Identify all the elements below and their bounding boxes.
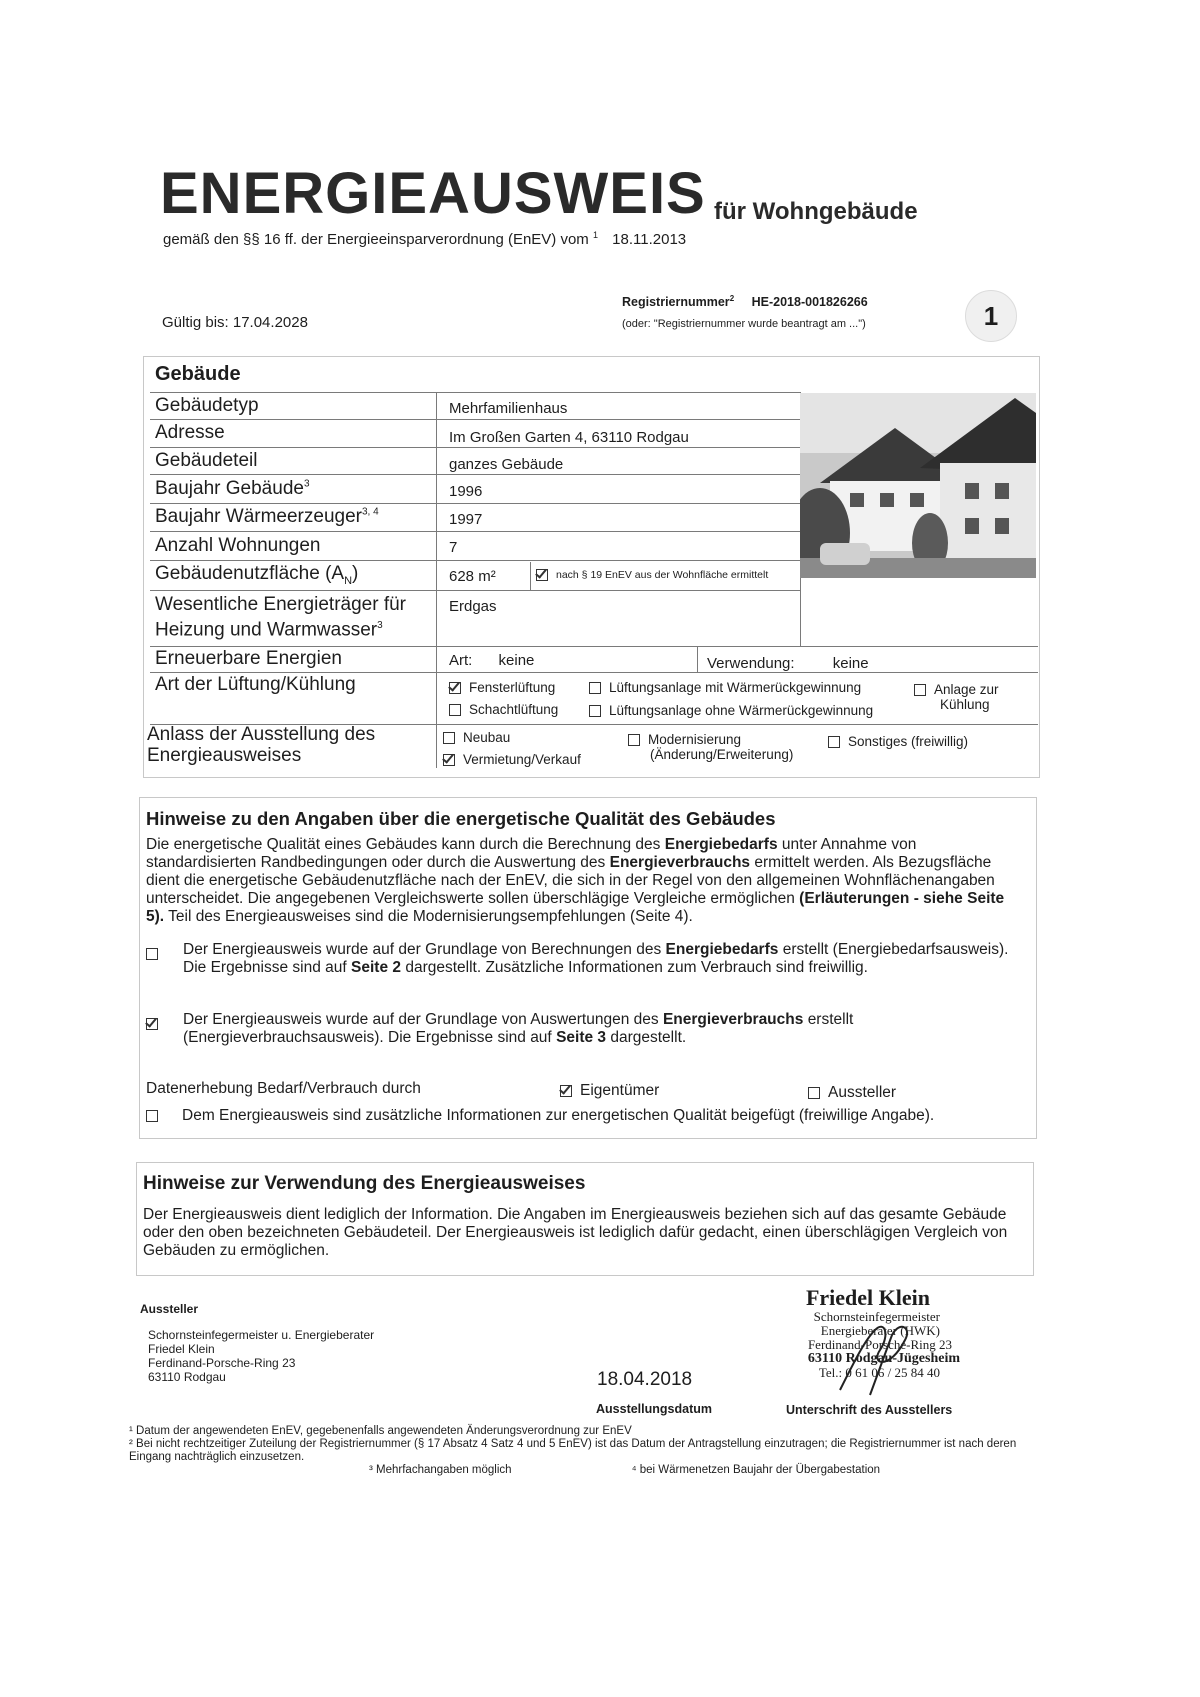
collection-issuer xyxy=(808,1084,896,1102)
footnote-ref-1: 1 xyxy=(592,230,598,240)
building-photo-image xyxy=(800,393,1036,578)
occasion-modernization-checkbox[interactable] xyxy=(628,734,640,746)
issuer-line-2: Friedel Klein xyxy=(148,1342,215,1356)
extra-info xyxy=(146,1107,934,1125)
occasion-modernization xyxy=(628,732,793,762)
quality-text-3: ermittelt werden. Als Bezugsfläche dient die energetische Gebäudenutzfläche nach der EnEV, die sich in der Regel von den allgemeinen Wohnflächenangaben unterscheidet. Die angegebenen Vergleichswerte sollen überschlägige Vergleiche ermöglichen xyxy=(146,854,995,907)
occasion-rent xyxy=(443,752,581,767)
renewables-use-value: keine xyxy=(832,655,869,672)
vent-with-recovery-label: Lüftungsanlage mit Wärmerückgewinnung xyxy=(609,680,862,695)
value-building-type: Mehrfamilienhaus xyxy=(449,400,568,417)
issuer-line-4: 63110 Rodgau xyxy=(148,1370,226,1384)
option-demand-text-1: Der Energieausweis wurde auf der Grundlage von Berechnungen des xyxy=(183,941,662,958)
issuer-line-3: Ferdinand-Porsche-Ring 23 xyxy=(148,1356,296,1370)
occasion-new-checkbox[interactable] xyxy=(443,732,455,744)
value-apartments: 7 xyxy=(449,539,458,556)
quality-text-bold-2: Energieverbrauchs xyxy=(609,854,751,871)
occasion-other-label: Sonstiges (freiwillig) xyxy=(848,734,969,749)
usage-hints-title: Hinweise zur Verwendung des Energieausweises xyxy=(143,1173,586,1194)
footnote-ref-3b: 3 xyxy=(377,620,383,631)
renewable-divider xyxy=(697,646,698,672)
page-number-badge: 1 xyxy=(965,290,1017,342)
footnote-ref-2: 2 xyxy=(729,294,735,303)
option-demand-text-2: erstellt (Energiebedarfsausweis). Die Ergebnisse sind auf xyxy=(183,941,1009,976)
quality-text-bold-3: (Erläuterungen - siehe Seite 5). xyxy=(146,890,1005,925)
footnote-2: ² Bei nicht rechtzeitiger Zuteilung der Registriernummer (§ 17 Absatz 4 Satz 4 und 5 EnEV) ist das Datum der Antragstellung einzutragen; die Registriernummer ist nach deren Eingang nachträglich einzusetzen. xyxy=(129,1438,1017,1463)
floor-area-subscript: N xyxy=(344,574,353,587)
row-divider xyxy=(150,474,800,475)
label-year-built xyxy=(155,478,310,500)
label-occasion-line1: Anlass der Ausstellung des xyxy=(147,724,376,745)
label-floor-area-text: Gebäudenutzfläche (A xyxy=(155,563,345,584)
option-consumption-bold-2: Seite 3 xyxy=(556,1029,607,1046)
option-consumption-text-2: erstellt (Energieverbrauchsausweis). Die Ergebnisse sind auf xyxy=(183,1011,854,1046)
vent-shaft xyxy=(449,702,558,717)
footnote-4: ⁴ bei Wärmenetzen Baujahr der Übergabestation xyxy=(631,1464,881,1476)
label-floor-area-close: ) xyxy=(352,563,359,584)
signature-label: Unterschrift des Ausstellers xyxy=(786,1403,953,1417)
vent-with-recovery-checkbox[interactable] xyxy=(589,682,601,694)
occasion-modernization-label-1: Modernisierung xyxy=(648,732,742,747)
renewables-type xyxy=(449,652,534,669)
occasion-new-label: Neubau xyxy=(463,730,511,745)
occasion-other-checkbox[interactable] xyxy=(828,736,840,748)
quality-hints-title: Hinweise zu den Angaben über die energetische Qualität des Gebäudes xyxy=(146,808,776,829)
collection-owner-checkbox[interactable] xyxy=(560,1085,572,1097)
option-demand-bold-2: Seite 2 xyxy=(351,959,402,976)
floor-area-note xyxy=(536,569,768,581)
option-consumption-checkbox[interactable] xyxy=(146,1018,158,1030)
extra-info-label: Dem Energieausweis sind zusätzliche Informationen zur energetischen Qualität beigefügt (freiwillige Angabe). xyxy=(182,1107,935,1124)
value-heater-year: 1997 xyxy=(449,511,483,528)
label-energy-carrier-line1: Wesentliche Energieträger für xyxy=(155,594,406,615)
footnote-ref-3: 3 xyxy=(303,478,310,490)
vent-with-recovery xyxy=(589,680,861,695)
vent-shaft-label: Schachtlüftung xyxy=(469,702,559,717)
registration xyxy=(622,294,868,309)
vent-cooling-label-2: Kühlung xyxy=(940,697,990,712)
footnote-3: ³ Mehrfachangaben möglich xyxy=(369,1464,512,1476)
vent-shaft-checkbox[interactable] xyxy=(449,704,461,716)
label-floor-area xyxy=(155,563,358,587)
stamp-line-4: 63110 Rodgau-Jügesheim xyxy=(807,1351,960,1366)
quality-text-1: Die energetische Qualität eines Gebäudes kann durch die Berechnung des xyxy=(146,836,661,853)
option-demand-text xyxy=(183,941,1023,977)
stamp-line-5: Tel.: 0 61 06 / 25 84 40 xyxy=(818,1365,940,1380)
label-ventilation: Art der Lüftung/Kühlung xyxy=(155,674,356,695)
issuer-heading: Aussteller xyxy=(140,1302,199,1316)
row-divider xyxy=(150,531,800,532)
vent-window-label: Fensterlüftung xyxy=(469,680,556,695)
floor-area-note-checkbox[interactable] xyxy=(536,569,548,581)
building-section-title: Gebäude xyxy=(155,363,241,385)
quality-text-4: Teil des Energieausweises sind die Modernisierungsempfehlungen (Seite 4). xyxy=(168,908,693,925)
floor-area-note-text: nach § 19 EnEV aus der Wohnfläche ermittelt xyxy=(556,569,769,581)
value-building-part: ganzes Gebäude xyxy=(449,456,564,473)
label-column-divider xyxy=(436,392,437,768)
row-divider xyxy=(150,447,800,448)
footnotes xyxy=(129,1425,1029,1477)
vent-cooling-label-1: Anlage zur xyxy=(934,682,999,697)
renewables-use xyxy=(707,655,869,672)
legal-basis xyxy=(163,230,686,248)
stamp-line-3: Ferdinand-Porsche-Ring 23 xyxy=(807,1337,952,1352)
renewables-type-label: Art: xyxy=(449,652,473,669)
label-building-type: Gebäudetyp xyxy=(155,395,259,416)
enev-date: 18.11.2013 xyxy=(612,231,687,248)
option-consumption-text-3: dargestellt. xyxy=(610,1029,687,1046)
collection-issuer-checkbox[interactable] xyxy=(808,1087,820,1099)
vent-cooling xyxy=(914,682,999,712)
renewables-type-value: keine xyxy=(498,652,535,669)
floor-area-divider xyxy=(530,562,531,590)
issue-date-label: Ausstellungsdatum xyxy=(596,1402,712,1416)
vent-without-recovery xyxy=(589,703,873,718)
label-heater-year-text: Baujahr Wärmeerzeuger xyxy=(155,506,362,527)
option-demand-checkbox-wrap xyxy=(146,945,166,963)
issuer-address xyxy=(148,1328,374,1384)
building-photo xyxy=(800,393,1036,578)
quality-text-bold-1: Energiebedarfs xyxy=(664,836,778,853)
value-year-built: 1996 xyxy=(449,483,483,500)
option-consumption-text xyxy=(183,1011,943,1047)
option-demand-checkbox[interactable] xyxy=(146,948,158,960)
option-consumption-text-1: Der Energieausweis wurde auf der Grundlage von Auswertungen des xyxy=(183,1011,659,1028)
row-divider xyxy=(150,560,800,561)
stamp-line-2: Energieberater (HWK) xyxy=(820,1323,940,1338)
row-divider xyxy=(150,672,1038,673)
collection-issuer-label: Aussteller xyxy=(828,1084,897,1101)
collection-owner-label: Eigentümer xyxy=(580,1082,660,1099)
vent-cooling-checkbox[interactable] xyxy=(914,684,926,696)
valid-until: Gültig bis: 17.04.2028 xyxy=(162,314,308,331)
label-building-part: Gebäudeteil xyxy=(155,450,258,471)
option-consumption-bold-1: Energieverbrauchs xyxy=(662,1011,804,1028)
label-occasion-line2: Energieausweises xyxy=(147,745,302,766)
label-renewables: Erneuerbare Energien xyxy=(155,648,342,669)
option-demand-bold-1: Energiebedarfs xyxy=(665,941,779,958)
value-address: Im Großen Garten 4, 63110 Rodgau xyxy=(449,429,689,446)
occasion-new xyxy=(443,730,510,745)
row-divider xyxy=(150,590,800,591)
vent-window xyxy=(449,680,555,695)
registration-note: (oder: "Registriernummer wurde beantragt am ...") xyxy=(622,318,866,330)
extra-info-checkbox[interactable] xyxy=(146,1110,158,1122)
label-heater-year xyxy=(155,506,379,528)
collection-owner xyxy=(560,1082,659,1100)
footnote-1: ¹ Datum der angewendeten EnEV, gegebenenfalls angewendeten Änderungsverordnung zur EnEV xyxy=(129,1425,632,1437)
data-collection-label: Datenerhebung Bedarf/Verbrauch durch xyxy=(146,1080,421,1097)
quality-text-2: unter Annahme von standardisierten Randbedingungen oder durch die Auswertung des xyxy=(146,836,917,871)
vent-without-recovery-checkbox[interactable] xyxy=(589,705,601,717)
legal-basis-text: gemäß den §§ 16 ff. der Energieeinsparverordnung (EnEV) vom xyxy=(163,231,589,248)
label-occasion xyxy=(147,724,375,766)
occasion-rent-label: Vermietung/Verkauf xyxy=(463,752,581,767)
row-divider xyxy=(150,392,800,393)
vent-without-recovery-label: Lüftungsanlage ohne Wärmerückgewinnung xyxy=(609,703,874,718)
label-year-built-text: Baujahr Gebäude xyxy=(155,478,304,499)
document-title: ENERGIEAUSWEIS xyxy=(160,161,706,226)
label-apartments: Anzahl Wohnungen xyxy=(155,535,321,556)
stamp-line-1: Schornsteinfegermeister xyxy=(813,1309,940,1324)
occasion-other xyxy=(828,734,968,749)
issue-date: 18.04.2018 xyxy=(597,1369,693,1390)
usage-hints-text: Der Energieausweis dient lediglich der Information. Die Angaben im Energieausweis beziehen sich auf das gesamte Gebäude oder den oben bezeichneten Gebäudeteil. Der Energieausweis ist lediglich dafür gedacht, einen überschlägigen Vergleich von Gebäuden zu ermöglichen. xyxy=(143,1206,1008,1259)
value-energy-carrier: Erdgas xyxy=(449,598,497,615)
signature-scribble xyxy=(830,1300,920,1400)
occasion-rent-checkbox[interactable] xyxy=(443,754,455,766)
option-demand-text-3: dargestellt. Zusätzliche Informationen zum Verbrauch sind freiwillig. xyxy=(405,959,868,976)
vent-window-checkbox[interactable] xyxy=(449,682,461,694)
registration-label: Registriernummer xyxy=(622,295,730,310)
footnote-ref-3-4: 3, 4 xyxy=(361,506,379,518)
quality-hints-text xyxy=(146,836,1021,926)
issuer-line-1: Schornsteinfegermeister u. Energieberater xyxy=(148,1328,375,1342)
renewables-use-label: Verwendung: xyxy=(707,655,795,672)
row-divider xyxy=(150,419,800,420)
value-floor-area: 628 m² xyxy=(449,568,496,585)
label-address: Adresse xyxy=(155,422,225,443)
label-energy-carrier xyxy=(155,594,406,640)
stamp-name: Friedel Klein xyxy=(805,1285,930,1310)
occasion-modernization-label-2: (Änderung/Erweiterung) xyxy=(650,747,794,762)
registration-number: HE-2018-001826266 xyxy=(751,295,868,310)
option-consumption-checkbox-wrap xyxy=(146,1015,166,1033)
row-divider xyxy=(150,646,1038,647)
label-energy-carrier-line2: Heizung und Warmwasser xyxy=(155,619,378,641)
document-title-suffix: für Wohngebäude xyxy=(714,198,918,225)
row-divider xyxy=(150,503,800,504)
